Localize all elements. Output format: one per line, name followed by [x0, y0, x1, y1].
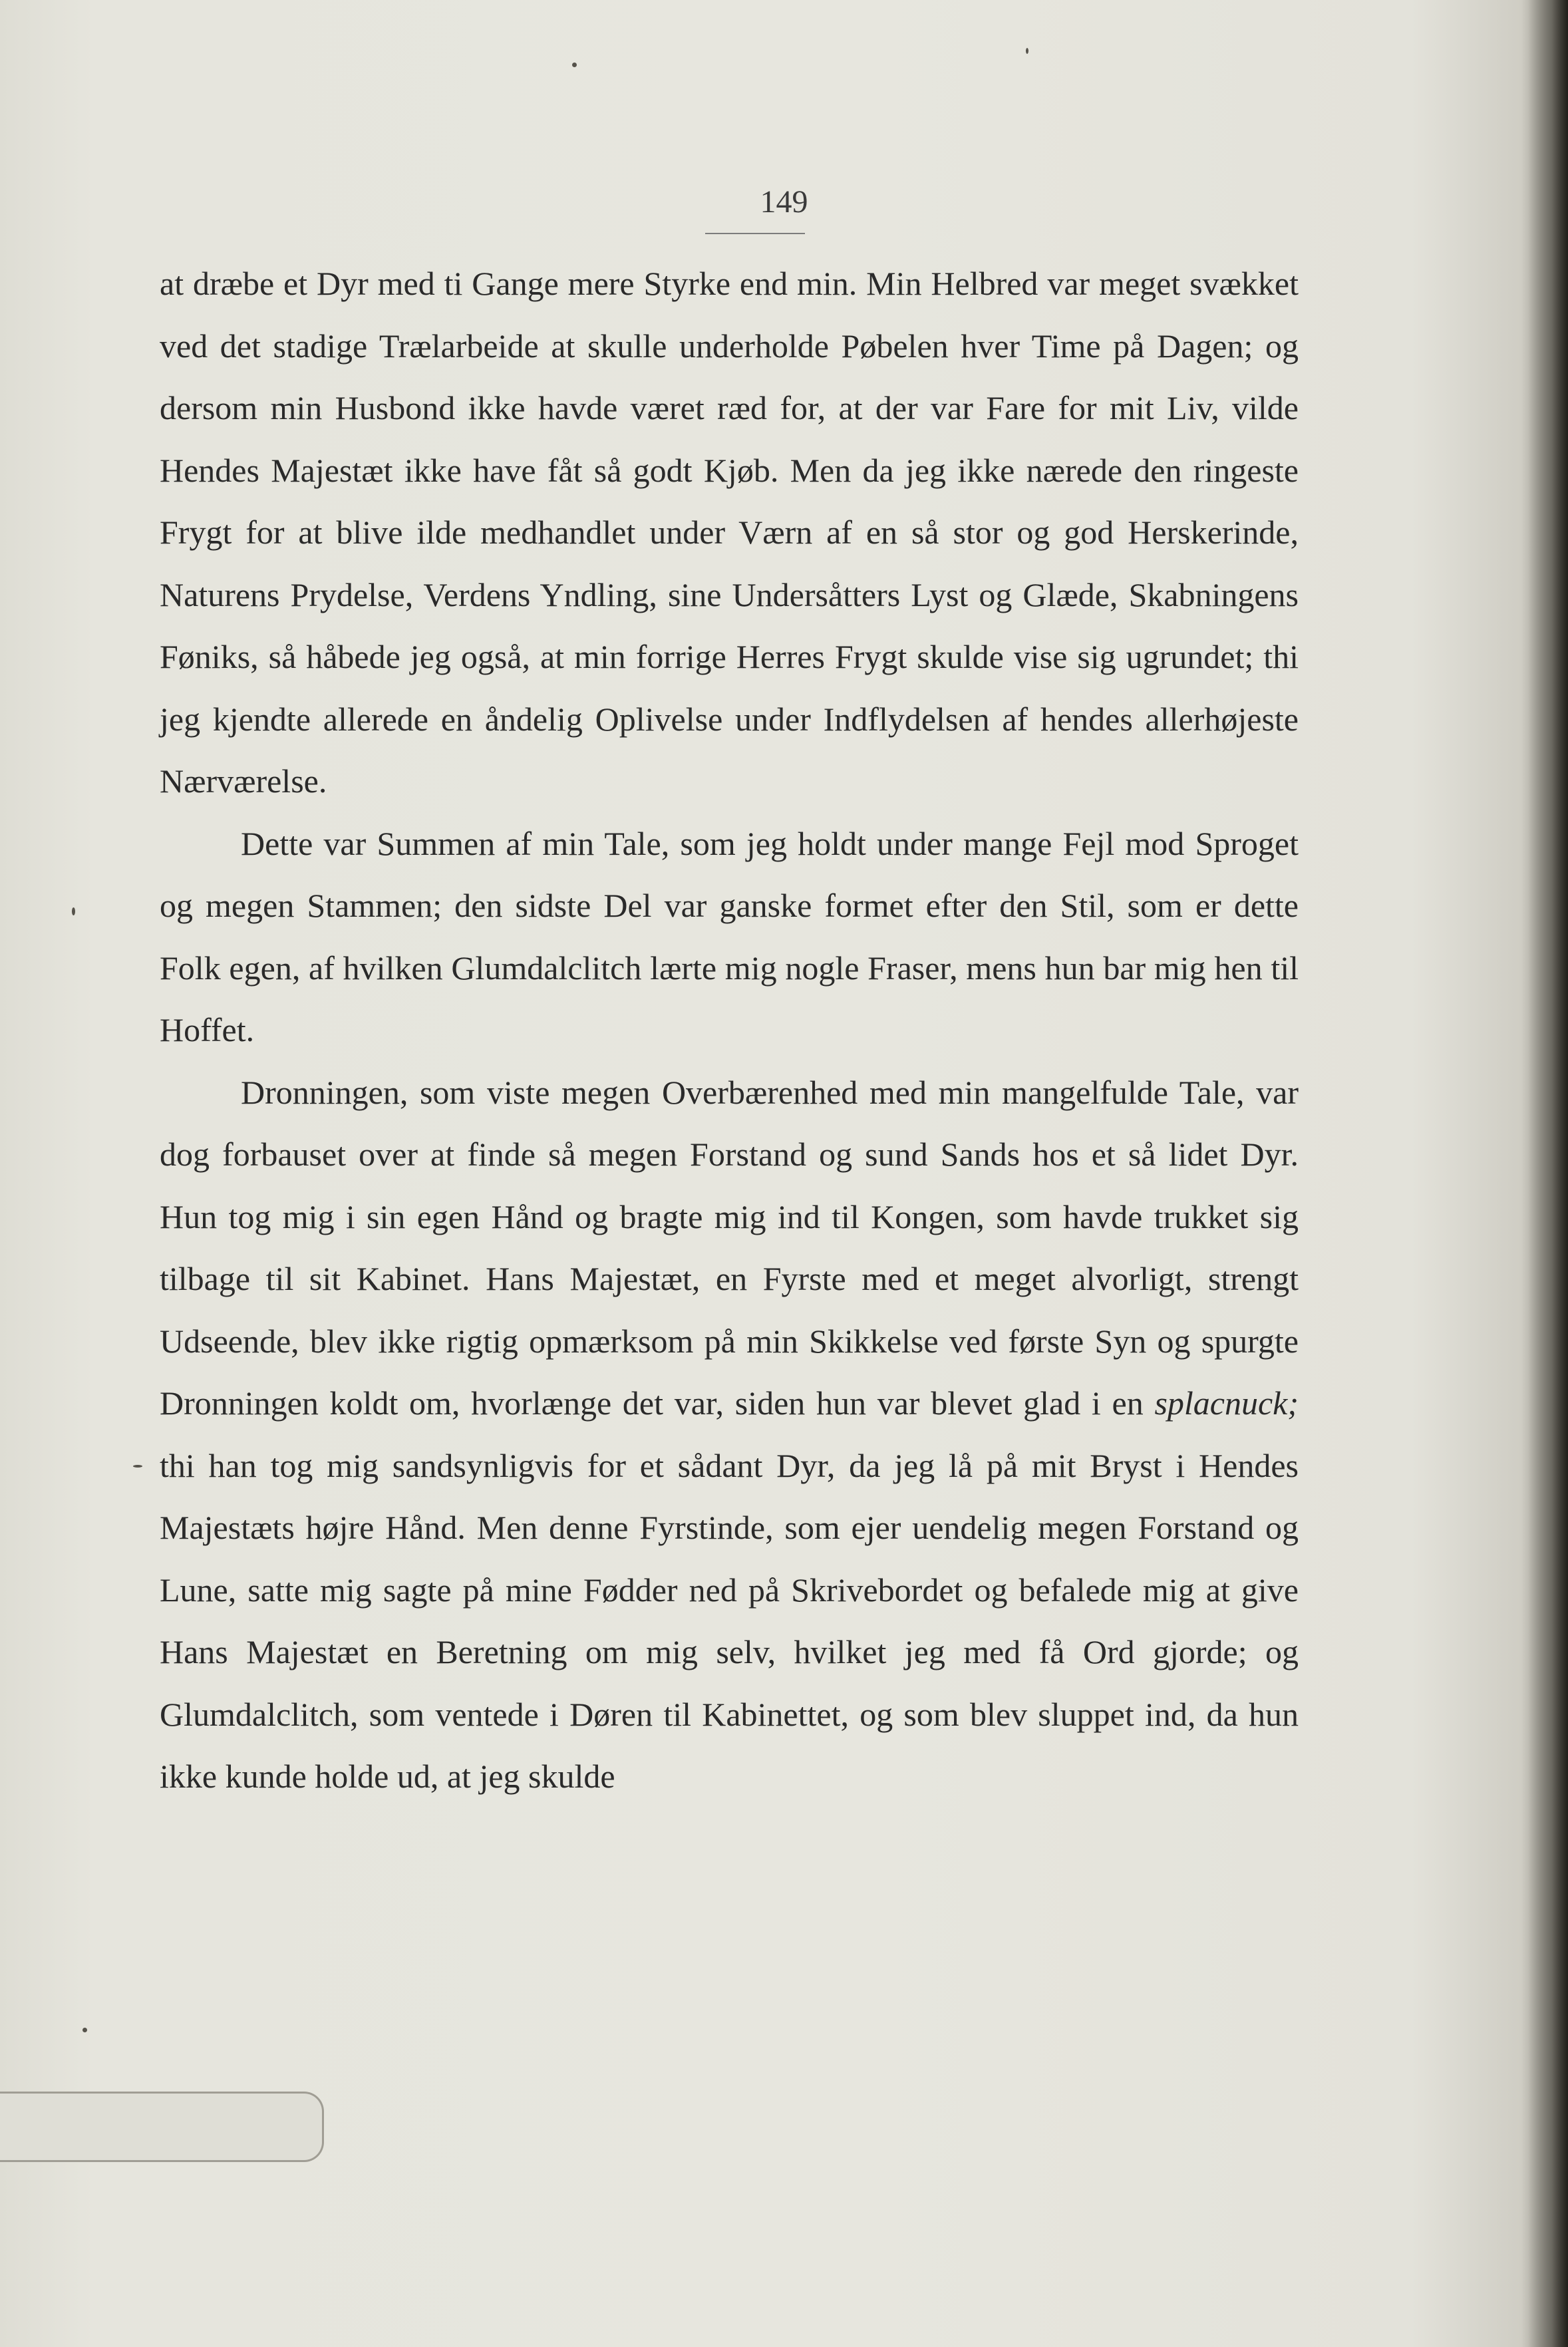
italic-word-splacnuck: splacnuck;: [1154, 1384, 1299, 1422]
paragraph-3-text-after: thi han tog mig sandsynligvis for et sådant Dyr, da jeg lå på mit Bryst i Hendes Majestæts højre Hånd. Men denne Fyrstinde, som ejer uendelig megen Forstand og Lune, satte mig sagte på mine Fødder ned på Skrivebordet og befalede mig at give Hans Majestæt en Beretning om mig selv, hvilket jeg med få Ord gjorde; og Glumdalclitch, som ventede i Døren til Kabinettet, og som blev sluppet ind, da hun ikke kunde holde ud, at jeg skulde: [160, 1446, 1299, 1795]
text-body: [160, 253, 1299, 1808]
ink-speck: [1026, 48, 1028, 54]
paragraph-3: [160, 1062, 1299, 1808]
ink-speck: [72, 907, 75, 915]
ink-speck: [133, 1465, 142, 1468]
paragraph-3-text-before: Dronningen, som viste megen Overbærenhed med min mangelfulde Tale, var dog forbauset over at finde så megen Forstand og sund Sands hos et så lidet Dyr. Hun tog mig i sin egen Hånd og bragte mig ind til Kongen, som havde trukket sig tilbage til sit Kabinet. Hans Majestæt, en Fyrste med et meget alvorligt, strengt Udseende, blev ikke rigtig opmærksom på min Skikkelse ved første Syn og spurgte Dronningen koldt om, hvorlænge det var, siden hun var blevet glad i en: [160, 1073, 1299, 1422]
paper-tab-mark: [0, 2092, 324, 2162]
page-edge-shadow: [1528, 0, 1568, 2347]
page-number: 149: [760, 184, 808, 220]
paragraph-1: at dræbe et Dyr med ti Gange mere Styrke end min. Min Helbred var meget svækket ved det stadige Trælarbeide at skulle underholde Pøbelen hver Time på Dagen; og dersom min Husbond ikke havde været ræd for, at der var Fare for mit Liv, vilde Hendes Majestæt ikke have fåt så godt Kjøb. Men da jeg ikke nærede den ringeste Frygt for at blive ilde medhandlet under Værn af en så stor og god Herskerinde, Naturens Prydelse, Verdens Yndling, sine Undersåtters Lyst og Glæde, Skabningens Føniks, så håbede jeg også, at min forrige Herres Frygt skulde vise sig ugrundet; thi jeg kjendte allerede en åndelig Oplivelse under Indflydelsen af hendes allerhøjeste Nærværelse.: [160, 265, 1299, 800]
ink-speck: [572, 63, 577, 67]
paragraph-2: Dette var Summen af min Tale, som jeg holdt under mange Fejl mod Sproget og megen Stammen; den sidste Del var ganske formet efter den Stil, som er dette Folk egen, af hvilken Glumdalclitch lærte mig nogle Fraser, mens hun bar mig hen til Hoffet.: [160, 824, 1299, 1048]
header-rule: [705, 233, 805, 234]
ink-speck: [82, 2028, 87, 2032]
